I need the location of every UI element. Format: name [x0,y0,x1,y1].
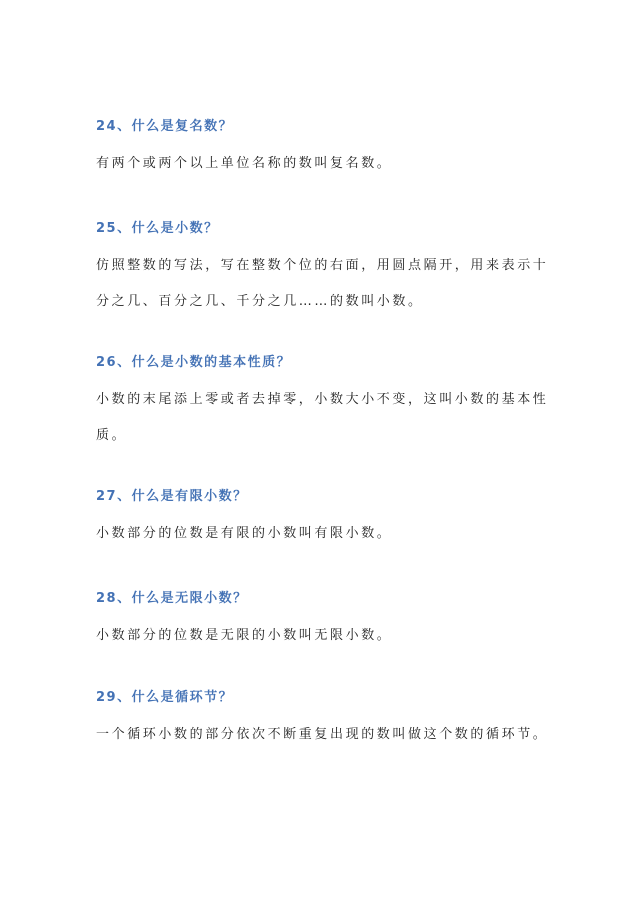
qa-item-25 [96,220,556,320]
answer-text: 小数的末尾添上零或者去掉零，小数大小不变，这叫小数的基本性质。 [96,392,549,443]
answer-text: 小数部分的位数是有限的小数叫有限小数。 [96,526,393,541]
question-heading: 28、什么是无限小数？ [96,591,248,606]
answer-text: 有两个或两个以上单位名称的数叫复名数。 [96,156,393,171]
answer-text: 仿照整数的写法，写在整数个位的右面，用圆点隔开，用来表示十分之几、百分之几、千分之几……的数叫小数。 [96,258,549,309]
question-heading: 29、什么是循环节？ [96,690,234,705]
answer-text: 一个循环小数的部分依次不断重复出现的数叫做这个数的循环节。 [96,727,549,742]
question-heading: 26、什么是小数的基本性质？ [96,355,292,370]
question-heading: 24、什么是复名数？ [96,119,234,134]
question-heading: 25、什么是小数？ [96,221,219,236]
qa-item-27 [96,488,556,552]
qa-item-26 [96,354,556,454]
qa-item-24 [96,118,556,182]
question-heading: 27、什么是有限小数？ [96,489,248,504]
qa-item-29 [96,689,556,753]
answer-text: 小数部分的位数是无限的小数叫无限小数。 [96,628,393,643]
qa-item-28 [96,590,556,654]
